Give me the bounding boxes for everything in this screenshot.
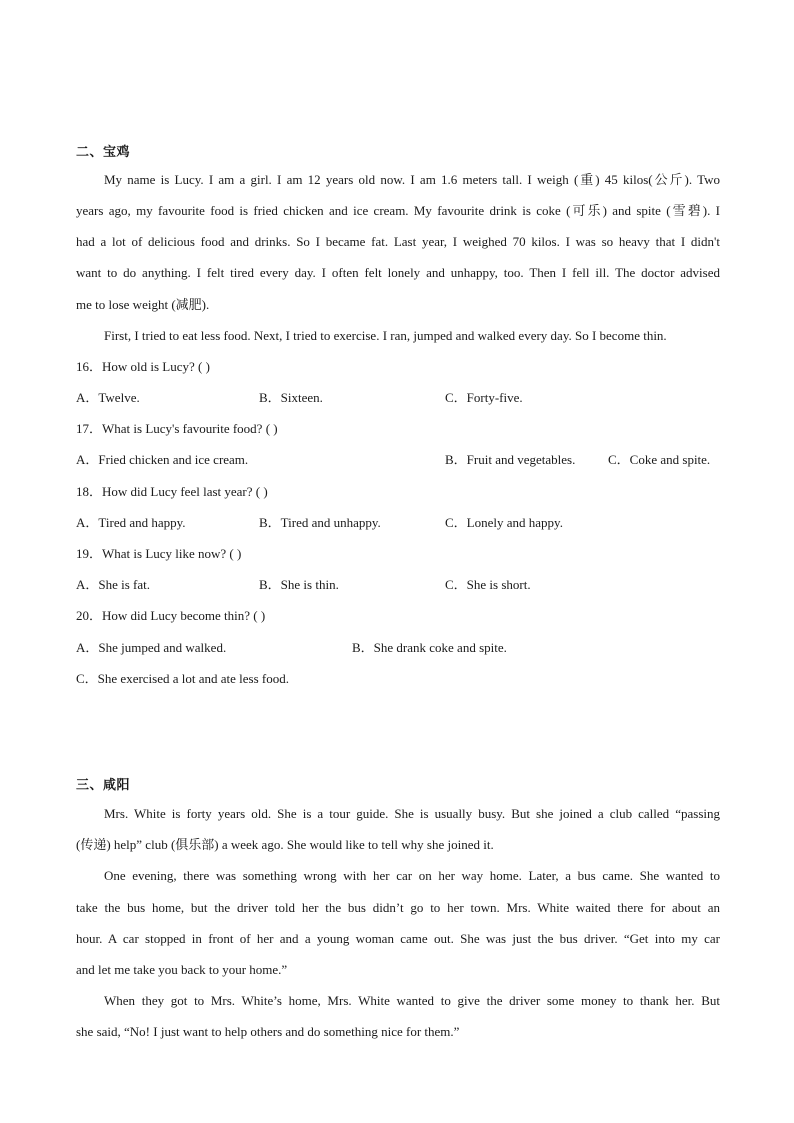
option-20-c[interactable]: C．She exercised a lot and ate less food. (76, 671, 289, 686)
option-18-c[interactable]: C．Lonely and happy. (445, 515, 563, 530)
question-19: 19．What is Lucy like now? ( ) (76, 546, 242, 561)
option-16-a[interactable]: A．Twelve. (76, 390, 140, 405)
passage-line: want to do anything. I felt tired every day. I often felt lonely and unhappy, too. Then I fell ill. The doctor advised (76, 265, 720, 280)
passage-line: First, I tried to eat less food. Next, I tried to exercise. I ran, jumped and walked every day. So I become thin. (104, 328, 667, 343)
section-heading-xianyang: 三、咸阳 (76, 778, 131, 793)
passage-line: take the bus home, but the driver told her the bus didn’t go to her town. Mrs. White waited there for about an (76, 900, 720, 915)
passage-line: and let me take you back to your home.” (76, 962, 288, 977)
passage-line: My name is Lucy. I am a girl. I am 12 years old now. I am 1.6 meters tall. I weigh (重) 45 kilos(公斤). Two (104, 172, 720, 187)
option-18-b[interactable]: B．Tired and unhappy. (259, 515, 381, 530)
question-17: 17．What is Lucy's favourite food? ( ) (76, 421, 278, 436)
option-16-b[interactable]: B．Sixteen. (259, 390, 323, 405)
passage-line: hour. A car stopped in front of her and a young woman came out. She was just the bus driver. “Get into my car (76, 931, 720, 946)
option-18-a[interactable]: A．Tired and happy. (76, 515, 186, 530)
question-20: 20．How did Lucy become thin? ( ) (76, 608, 266, 623)
passage-line: (传递) help” club (俱乐部) a week ago. She would like to tell why she joined it. (76, 837, 494, 852)
option-16-c[interactable]: C．Forty-five. (445, 390, 523, 405)
option-20-b[interactable]: B．She drank coke and spite. (352, 640, 507, 655)
option-17-c[interactable]: C．Coke and spite. (608, 452, 711, 467)
section-heading-baoji: 二、宝鸡 (76, 145, 131, 160)
question-18: 18．How did Lucy feel last year? ( ) (76, 484, 268, 499)
option-19-a[interactable]: A．She is fat. (76, 577, 151, 592)
option-19-b[interactable]: B．She is thin. (259, 577, 339, 592)
option-17-a[interactable]: A．Fried chicken and ice cream. (76, 452, 249, 467)
passage-line: Mrs. White is forty years old. She is a tour guide. She is usually busy. But she joined a club called “passing (104, 806, 720, 821)
passage-line: she said, “No! I just want to help others and do something nice for them.” (76, 1024, 460, 1039)
passage-line: me to lose weight (减肥). (76, 297, 210, 312)
passage-line: had a lot of delicious food and drinks. So I became fat. Last year, I weighed 70 kilos. I was so heavy that I didn't (76, 234, 720, 249)
option-20-a[interactable]: A．She jumped and walked. (76, 640, 227, 655)
passage-line: One evening, there was something wrong with her car on her way home. Later, a bus came. She wanted to (104, 868, 720, 883)
passage-line: years ago, my favourite food is fried chicken and ice cream. My favourite drink is coke (可乐) and spite (雪碧). I (76, 203, 720, 218)
option-17-b[interactable]: B．Fruit and vegetables. (445, 452, 576, 467)
passage-line: When they got to Mrs. White’s home, Mrs. White wanted to give the driver some money to thank her. But (104, 993, 720, 1008)
question-16: 16．How old is Lucy? ( ) (76, 359, 210, 374)
option-19-c[interactable]: C．She is short. (445, 577, 531, 592)
